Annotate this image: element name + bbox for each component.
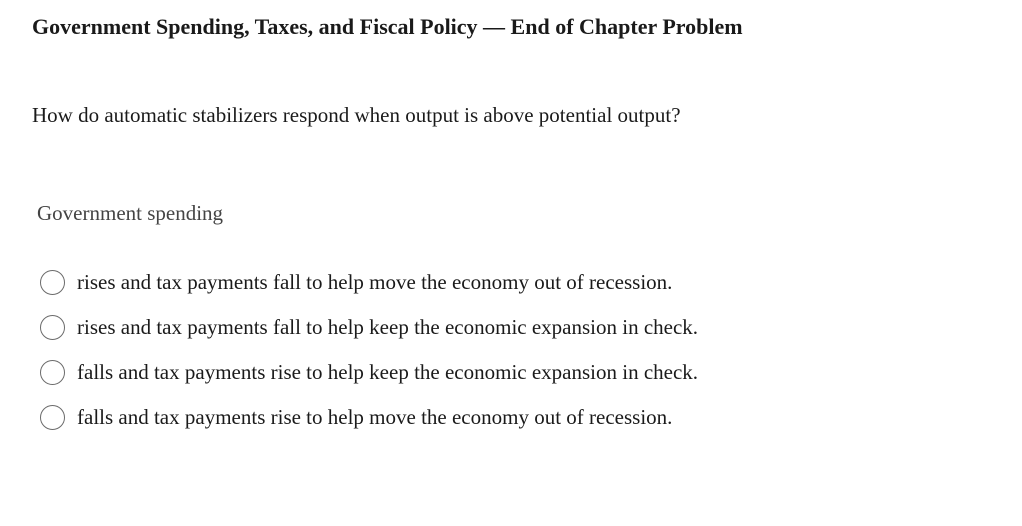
answer-option-label[interactable]: falls and tax payments rise to help keep the economic expansion in check.: [77, 360, 699, 384]
answer-options: [40, 260, 698, 440]
radio-button-3[interactable]: [40, 360, 65, 385]
question-prompt: How do automatic stabilizers respond when output is above potential output?: [32, 103, 681, 127]
radio-button-4[interactable]: [40, 405, 65, 430]
radio-button-1[interactable]: [40, 270, 65, 295]
answer-option-3[interactable]: [40, 350, 698, 395]
answer-option-label[interactable]: rises and tax payments fall to help keep the economic expansion in check.: [77, 315, 699, 339]
answer-option-label[interactable]: falls and tax payments rise to help move the economy out of recession.: [77, 405, 673, 429]
answer-option-1[interactable]: [40, 260, 698, 305]
page-title: Government Spending, Taxes, and Fiscal Policy — End of Chapter Problem: [32, 14, 743, 39]
question-stem: Government spending: [37, 201, 224, 225]
answer-option-label[interactable]: rises and tax payments fall to help move the economy out of recession.: [77, 270, 673, 294]
answer-option-2[interactable]: [40, 305, 698, 350]
answer-option-4[interactable]: [40, 395, 698, 440]
radio-button-2[interactable]: [40, 315, 65, 340]
